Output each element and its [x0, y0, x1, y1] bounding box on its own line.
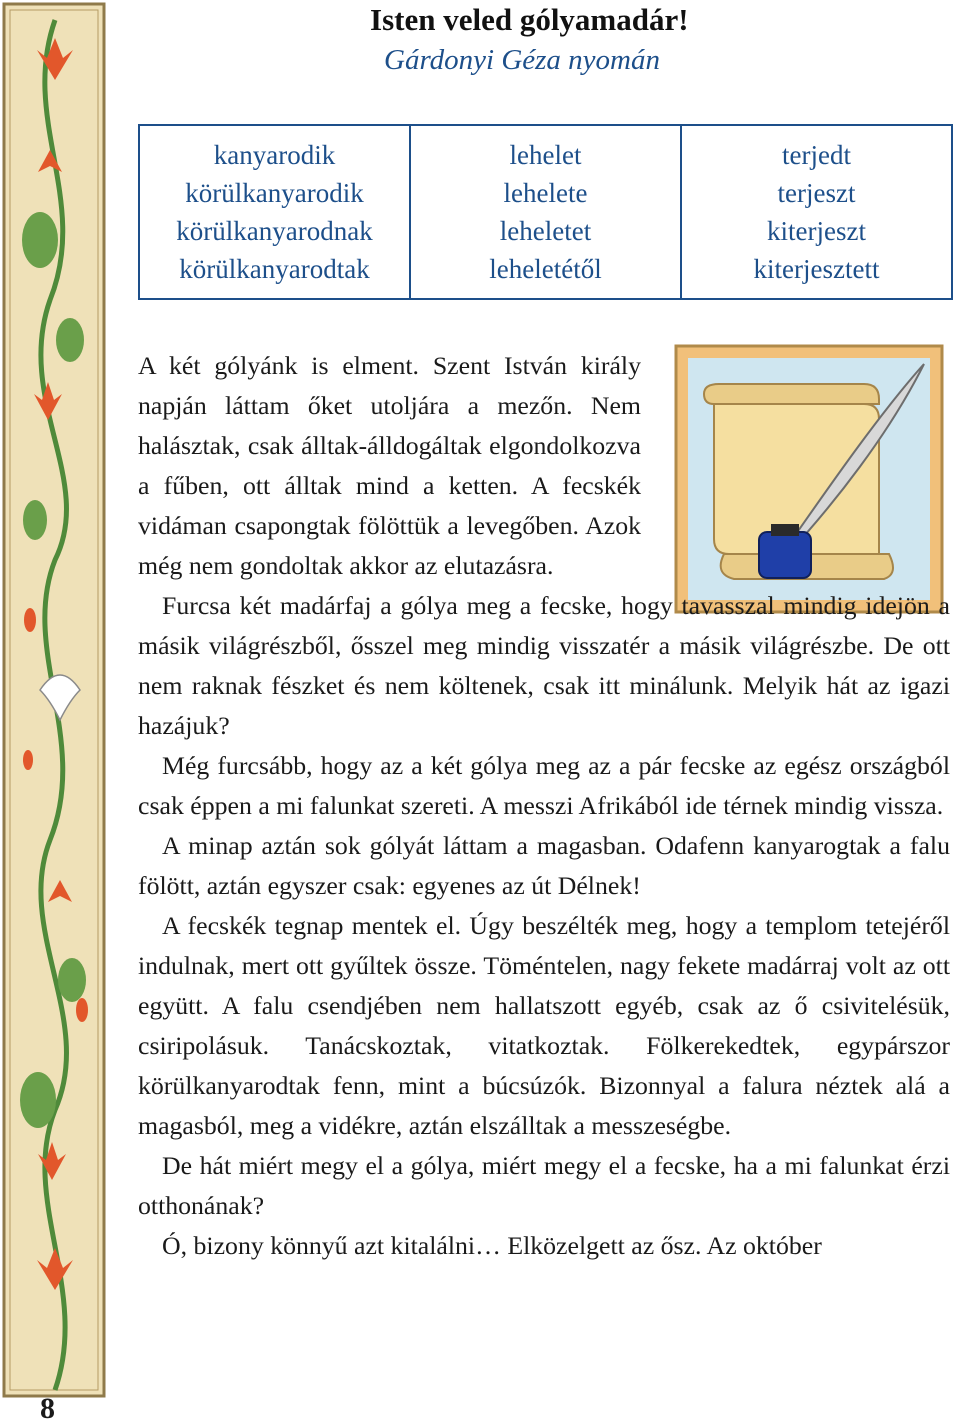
- page-title: Isten veled gólyamadár!: [370, 2, 689, 37]
- word-item: lehelet: [509, 140, 582, 170]
- word-item: leheletétől: [489, 254, 602, 284]
- paragraph: Még furcsább, hogy az a két gólya meg az a pár fecske az egész országból csak éppen a mi falunkat szereti. A messzi Afrikából ide térnek mindig vissza.: [138, 751, 950, 820]
- paragraph: De hát miért megy el a gólya, miért megy el a fecske, ha a mi falunkat érzi otthonának?: [138, 1151, 950, 1220]
- word-column-terjedt: [680, 126, 951, 298]
- paragraph: A fecskék tegnap mentek el. Úgy beszélték meg, hogy a templom tetejéről indulnak, mert ott gyűltek össze. Töméntelen, nagy fekete madárraj volt az ott együtt. A falu csendjében nem hallatszott egyéb, csak az ő csivitelésük, csiripolásuk. Tanácskoztak, vitatkoztak. Fölkerekedtek, egypárszor körülkanyarodtak fenn, mint a búcsúzók. Bizonnyal a falura néztek alá a magasból, meg a vidékre, aztán elszálltak a messzeségbe.: [138, 911, 950, 1140]
- paragraph: Ó, bizony könnyű azt kitalálni… Elközelgett az ősz. Az október: [162, 1231, 822, 1260]
- word-item: körülkanyarodik: [185, 178, 364, 208]
- paragraph: Furcsa két madárfaj a gólya meg a fecske, hogy tavasszal mindig idejön a másik világrészből, ősszel meg mindig visszatér a másik világrészbe. De ott nem raknak fészket és nem költenek, csak itt minálunk. Melyik hát az igazi hazájuk?: [138, 591, 950, 740]
- word-item: körülkanyarodnak: [176, 216, 373, 246]
- paragraph: A két gólyánk is elment. Szent István király napján láttam őket utoljára a mezőn. Nem halásztak, csak álltak-álldogáltak elgondolkozva a fűben, ott álltak mind a ketten. A fecskék vidáman csapongtak fölöttük a levegőben. Azok még nem gondoltak akkor az elutazásra.: [138, 351, 641, 580]
- story-text: [138, 346, 950, 1266]
- word-item: kiterjesztett: [753, 254, 880, 284]
- paragraph: A minap aztán sok gólyát láttam a magasban. Odafenn kanyarogtak a falu fölött, aztán egyszer csak: egyenes az út Délnek!: [138, 831, 950, 900]
- word-item: leheletet: [499, 216, 592, 246]
- word-item: terjedt: [782, 140, 851, 170]
- floral-border-decoration: [0, 0, 110, 1400]
- word-table: [138, 124, 953, 300]
- word-item: körülkanyarodtak: [179, 254, 370, 284]
- word-column-kanyarodik: [140, 126, 409, 298]
- word-item: kiterjeszt: [767, 216, 866, 246]
- word-item: terjeszt: [777, 178, 856, 208]
- word-item: kanyarodik: [213, 140, 336, 170]
- word-item: lehelete: [503, 178, 588, 208]
- page-subtitle: Gárdonyi Géza nyomán: [384, 44, 660, 76]
- word-column-lehelet: [409, 126, 680, 298]
- page-number: 8: [40, 1392, 55, 1425]
